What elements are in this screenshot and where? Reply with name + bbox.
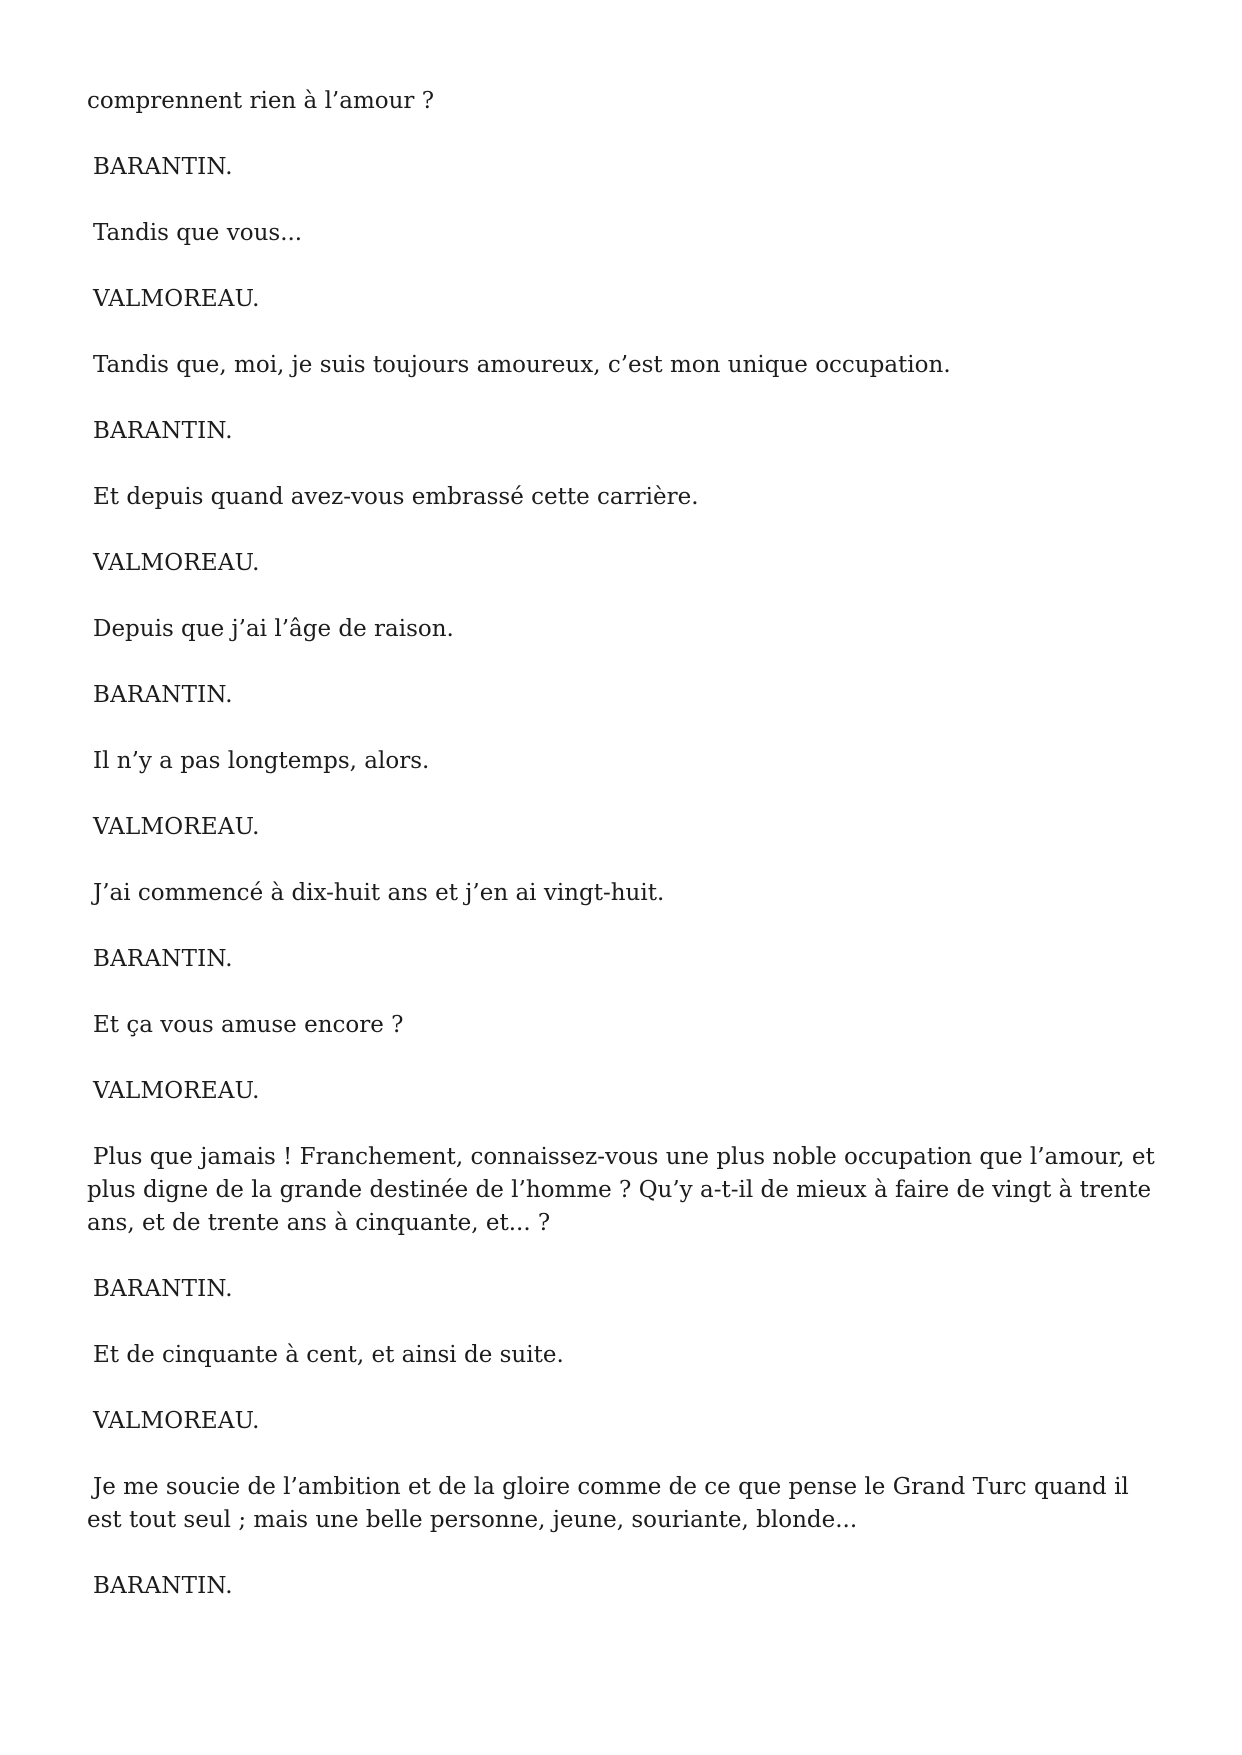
speaker-name: VALMOREAU. bbox=[93, 1078, 260, 1104]
speaker-name: BARANTIN. bbox=[93, 418, 233, 444]
speaker-name: VALMOREAU. bbox=[93, 286, 260, 312]
dialogue-line: Il n’y a pas longtemps, alors. bbox=[93, 748, 430, 774]
dialogue-line: Et ça vous amuse encore ? bbox=[93, 1012, 404, 1038]
speaker-name: VALMOREAU. bbox=[93, 814, 260, 840]
speaker-name: BARANTIN. bbox=[93, 1573, 233, 1599]
speaker-name: VALMOREAU. bbox=[93, 550, 260, 576]
dialogue-line: Et de cinquante à cent, et ainsi de suite. bbox=[93, 1342, 564, 1368]
dialogue-line: Tandis que, moi, je suis toujours amoureux, c’est mon unique occupation. bbox=[93, 352, 951, 378]
speaker-name: BARANTIN. bbox=[93, 1276, 233, 1302]
speaker-name: BARANTIN. bbox=[93, 946, 233, 972]
dialogue-line: Tandis que vous... bbox=[93, 220, 303, 246]
speaker-name: VALMOREAU. bbox=[93, 1408, 260, 1434]
dialogue-line: J’ai commencé à dix-huit ans et j’en ai vingt-huit. bbox=[93, 880, 665, 906]
dialogue-line: Et depuis quand avez-vous embrassé cette carrière. bbox=[93, 484, 699, 510]
speaker-name: BARANTIN. bbox=[93, 154, 233, 180]
dialogue-paragraph: Plus que jamais ! Franchement, connaissez-vous une plus noble occupation que l’amour, et plus digne de la grande destinée de l’homme ? Qu’y a-t-il de mieux à faire de vingt à trente ans, et de trente ans à cinquante, et... ? bbox=[87, 1144, 1155, 1236]
play-text bbox=[87, 85, 1167, 1636]
dialogue-line: Depuis que j’ai l’âge de raison. bbox=[93, 616, 454, 642]
dialogue-paragraph: Je me soucie de l’ambition et de la gloire comme de ce que pense le Grand Turc quand il est tout seul ; mais une belle personne, jeune, souriante, blonde... bbox=[87, 1474, 1129, 1533]
speaker-name: BARANTIN. bbox=[93, 682, 233, 708]
dialogue-line: comprennent rien à l’amour ? bbox=[87, 88, 435, 114]
